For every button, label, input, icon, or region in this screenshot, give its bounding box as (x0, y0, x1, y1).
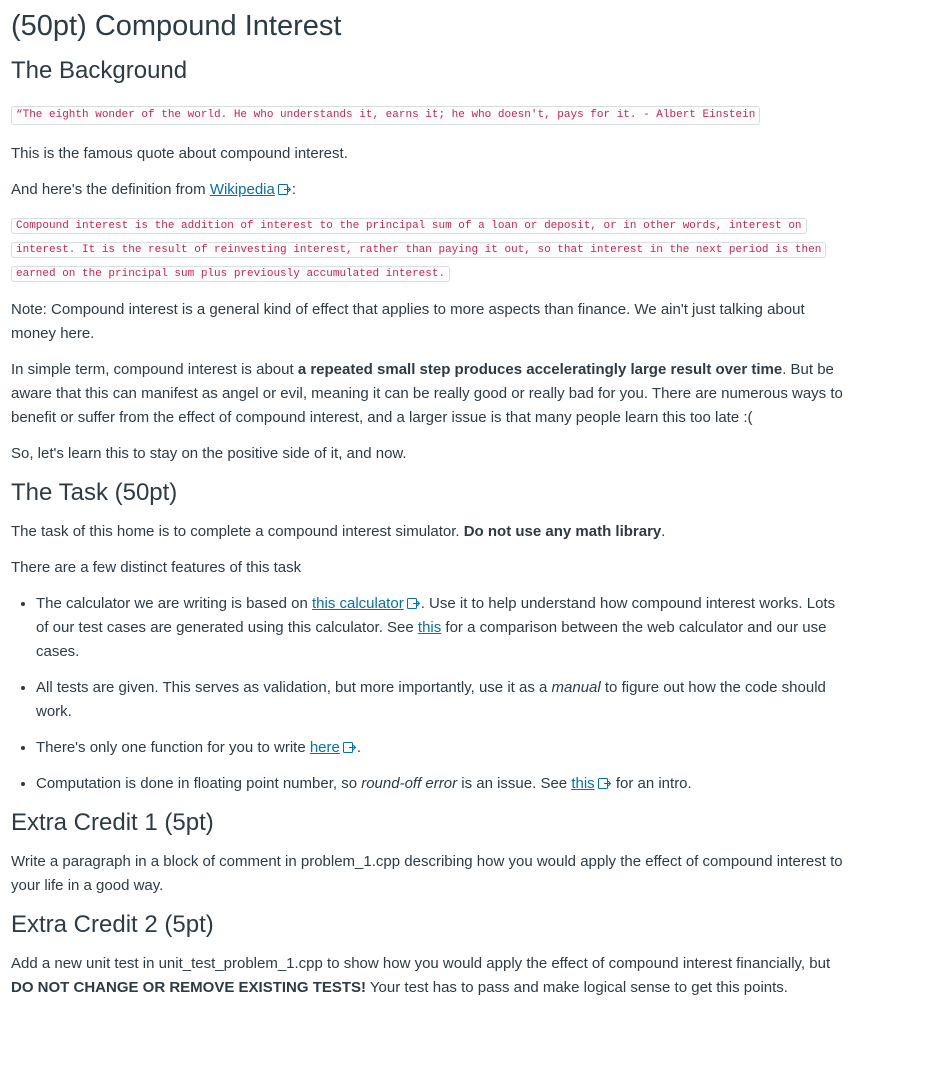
roundoff-intro-link[interactable]: this (571, 775, 595, 792)
list-item (36, 772, 851, 796)
task-heading: The Task (50pt) (11, 479, 178, 506)
external-link-icon (343, 742, 357, 753)
list-item-text: Computation is done in floating point number, so (36, 775, 362, 792)
features-intro-paragraph: There are a few distinct features of this task (11, 559, 302, 576)
roundoff-italic: round-off error (361, 775, 458, 792)
task-period: . (661, 523, 666, 540)
note-paragraph: Note: Compound interest is a general kind of effect that applies to more aspects than finance. We ain't just talking about money here. (11, 301, 805, 342)
quote-intro-paragraph: This is the famous quote about compound interest. (11, 145, 348, 162)
definition-intro-paragraph (11, 178, 851, 202)
simple-term-rest: . But be aware that this can manifest as angel or evil, meaning it can be really good or really bad for you. There are numerous ways to benefit or suffer from the effect of compound interest, and a larger issue is that many people learn this too late :( (11, 361, 843, 426)
definition-intro-colon: : (291, 181, 297, 198)
list-item (36, 676, 851, 724)
features-list (11, 592, 851, 796)
list-item-text: to figure out how the code should work. (36, 679, 826, 720)
simple-term-bold: a repeated small step produces acceleratingly large result over time (297, 361, 783, 378)
task-paragraph (11, 520, 851, 544)
task-text: The task of this home is to complete a compound interest simulator. (11, 523, 464, 540)
einstein-quote: “The eighth wonder of the world. He who understands it, earns it; he who doesn't, pays for it. - Albert Einstein (11, 106, 760, 125)
list-item (36, 736, 851, 760)
definition-line: interest. It is the result of reinvesting interest, rather than paying it out, so that interest in the next period is then (11, 242, 826, 258)
extra-credit-2-heading: Extra Credit 2 (5pt) (11, 911, 214, 938)
learn-paragraph: So, let's learn this to stay on the positive side of it, and now. (11, 445, 407, 462)
wikipedia-link[interactable]: Wikipedia (209, 181, 275, 198)
list-item-text: The calculator we are writing is based on (36, 595, 312, 612)
list-item-text: . (356, 739, 362, 756)
external-link-icon (407, 598, 421, 609)
extra-credit-2-paragraph (11, 952, 851, 1000)
list-item-text: for a comparison between the web calculator and our use cases. (36, 619, 827, 660)
page-title: (50pt) Compound Interest (11, 10, 342, 42)
quote-wrapper (11, 98, 851, 142)
external-link-icon (278, 184, 292, 195)
extra-credit-2-rest: Your test has to pass and make logical sense to get this points. (366, 979, 788, 996)
calculator-link[interactable]: this calculator (311, 595, 404, 612)
manual-italic: manual (551, 679, 601, 696)
list-item (36, 592, 851, 664)
extra-credit-2-bold: DO NOT CHANGE OR REMOVE EXISTING TESTS! (11, 979, 367, 996)
list-item-text: There's only one function for you to write (36, 739, 310, 756)
list-item-text: for an intro. (611, 775, 692, 792)
extra-credit-1-paragraph: Write a paragraph in a block of comment in problem_1.cpp describing how you would apply the effect of compound interest to your life in a good way. (11, 853, 843, 894)
definition-line: Compound interest is the addition of interest to the principal sum of a loan or deposit, or in other words, interest on (11, 218, 807, 234)
definition-code-block (11, 214, 851, 286)
external-link-icon (598, 778, 612, 789)
extra-credit-1-heading: Extra Credit 1 (5pt) (11, 809, 214, 836)
list-item-text: is an issue. See (457, 775, 572, 792)
task-bold: Do not use any math library (463, 523, 662, 540)
simple-term-paragraph (11, 358, 851, 430)
simple-term-text: In simple term, compound interest is about (11, 361, 298, 378)
comparison-link[interactable]: this (417, 619, 442, 636)
function-link[interactable]: here (309, 739, 340, 756)
definition-intro-text: And here's the definition from (11, 181, 210, 198)
list-item-text: All tests are given. This serves as validation, but more importantly, use it as a (36, 679, 552, 696)
list-item-text: . Use it to help understand how compound interest works. Lots of our test cases are generated using this calculator. See (36, 595, 836, 636)
extra-credit-2-text: Add a new unit test in unit_test_problem_1.cpp to show how you would apply the effect of compound interest financially, but (11, 955, 831, 972)
definition-line: earned on the principal sum plus previously accumulated interest. (11, 266, 450, 282)
background-heading: The Background (11, 57, 188, 84)
